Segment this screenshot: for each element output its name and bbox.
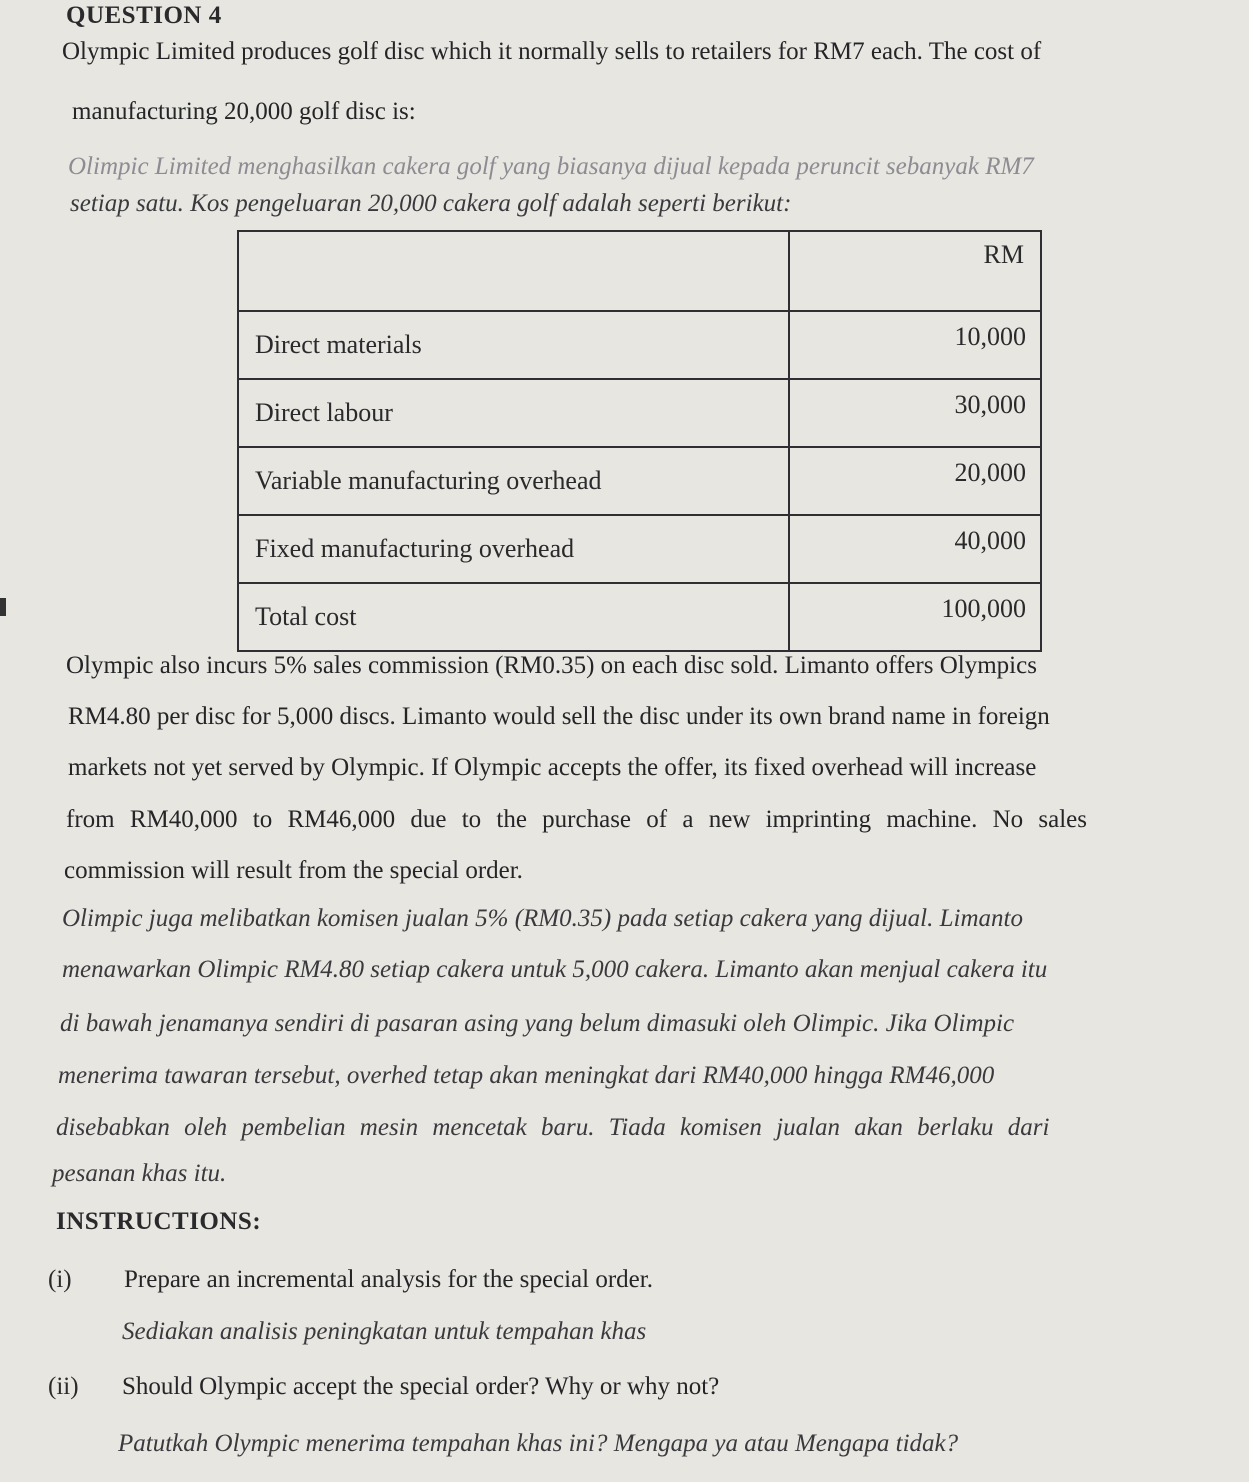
malay-intro-line: setiap satu. Kos pengeluaran 20,000 cakera golf adalah seperti berikut: <box>70 190 792 217</box>
table-cell <box>238 231 789 311</box>
table-row <box>238 311 1041 379</box>
malay-body-line: disebabkan oleh pembelian mesin mencetak baru. Tiada komisen jualan akan berlaku dari <box>56 1114 1050 1141</box>
row-amount: 10,000 <box>789 311 1041 379</box>
question-heading: QUESTION 4 <box>66 2 222 29</box>
instruction-number: (ii) <box>48 1373 79 1400</box>
table-row <box>238 515 1041 583</box>
instructions-heading: INSTRUCTIONS: <box>56 1208 262 1235</box>
malay-body-line: Olimpic juga melibatkan komisen jualan 5% (RM0.35) pada setiap cakera yang dijual. Limanto <box>62 905 1023 932</box>
english-body-line: Olympic also incurs 5% sales commission (RM0.35) on each disc sold. Limanto offers Olympics <box>66 652 1037 679</box>
malay-body-line: di bawah jenamanya sendiri di pasaran asing yang belum dimasuki oleh Olimpic. Jika Olimpic <box>60 1010 1015 1037</box>
margin-mark <box>0 598 6 616</box>
cost-table <box>237 230 1042 652</box>
row-amount: 40,000 <box>789 515 1041 583</box>
row-label: Fixed manufacturing overhead <box>238 515 789 583</box>
row-label: Direct labour <box>238 379 789 447</box>
row-amount: 100,000 <box>789 583 1041 651</box>
malay-intro-line: Olimpic Limited menghasilkan cakera golf yang biasanya dijual kepada peruncit sebanyak RM7 <box>68 153 1034 180</box>
table-row <box>238 583 1041 651</box>
instruction-malay: Patutkah Olympic menerima tempahan khas ini? Mengapa ya atau Mengapa tidak? <box>118 1430 959 1457</box>
instruction-number: (i) <box>48 1266 72 1293</box>
english-body-line: markets not yet served by Olympic. If Olympic accepts the offer, its fixed overhead will increase <box>68 754 1037 781</box>
instruction-english: Prepare an incremental analysis for the special order. <box>124 1266 653 1293</box>
english-intro-line: Olympic Limited produces golf disc which it normally sells to retailers for RM7 each. The cost of <box>62 38 1042 65</box>
english-body-line: commission will result from the special order. <box>64 857 523 884</box>
row-amount: 20,000 <box>789 447 1041 515</box>
table-header-rm: RM <box>789 231 1041 311</box>
malay-body-line: pesanan khas itu. <box>52 1160 227 1187</box>
row-label: Total cost <box>238 583 789 651</box>
malay-body-line: menerima tawaran tersebut, overhed tetap akan meningkat dari RM40,000 hingga RM46,000 <box>58 1062 995 1089</box>
instruction-english: Should Olympic accept the special order? Why or why not? <box>122 1373 720 1400</box>
row-label: Direct materials <box>238 311 789 379</box>
malay-body-line: menawarkan Olimpic RM4.80 setiap cakera untuk 5,000 cakera. Limanto akan menjual cakera itu <box>62 956 1048 983</box>
english-intro-line: manufacturing 20,000 golf disc is: <box>72 98 416 125</box>
row-amount: 30,000 <box>789 379 1041 447</box>
english-body-line: from RM40,000 to RM46,000 due to the purchase of a new imprinting machine. No sales <box>66 806 1087 833</box>
table-row <box>238 379 1041 447</box>
row-label: Variable manufacturing overhead <box>238 447 789 515</box>
english-body-line: RM4.80 per disc for 5,000 discs. Limanto would sell the disc under its own brand name in foreign <box>68 703 1050 730</box>
table-header-row <box>238 231 1041 311</box>
instruction-malay: Sediakan analisis peningkatan untuk tempahan khas <box>122 1318 647 1345</box>
table-row <box>238 447 1041 515</box>
